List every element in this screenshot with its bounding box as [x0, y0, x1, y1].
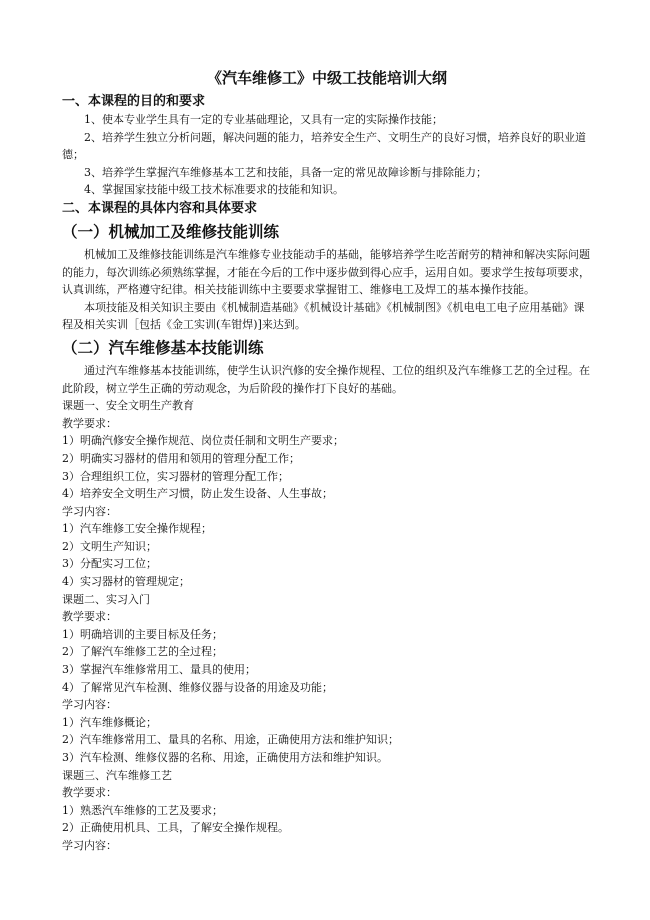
- course-line: 1）明确汽修安全操作规范、岗位责任制和文明生产要求；: [62, 434, 344, 448]
- subsection1-paragraph: 机械加工及维修技能训练是汽车维修专业技能动手的基础，能够培养学生吃苦耐劳的精神和解决实际问题的能力，每次训练必须熟练掌握，才能在今后的工作中逐步做到得心应手，运用自如。要求学生按每项要求，认真训练，严格遵守纪律。相关技能训练中主要要求掌握钳工、维修电工及焊工的基本操作技能。: [62, 247, 590, 297]
- course-line: 1）熟悉汽车维修的工艺及要求；: [62, 803, 223, 817]
- course-line: 3）合理组织工位，实习器材的管理分配工作；: [62, 469, 289, 483]
- course-line: 课题三、汽车维修工艺: [62, 768, 172, 782]
- subsection1-heading: （一）机械加工及维修技能训练: [62, 222, 280, 241]
- course-line: 1）汽车维修工安全操作规程；: [62, 522, 212, 536]
- course-topic-list: [62, 397, 592, 854]
- course-line: 2）汽车维修常用工、量具的名称、用途，正确使用方法和维护知识；: [62, 733, 399, 747]
- course-line: 2）正确使用机具、工具，了解安全操作规程。: [62, 821, 289, 835]
- course-line: 2）明确实习器材的借用和领用的管理分配工作；: [62, 451, 300, 465]
- course-line: 教学要求：: [62, 786, 117, 800]
- course-line: 学习内容：: [62, 838, 117, 852]
- course-line: 教学要求：: [62, 416, 117, 430]
- course-line: 4）实习器材的管理规定；: [62, 575, 190, 589]
- course-line: 学习内容：: [62, 504, 117, 518]
- course-line: 2）文明生产知识；: [62, 539, 157, 553]
- subsection2-heading: （二）汽车维修基本技能训练: [62, 338, 264, 357]
- course-line: 3）分配实习工位；: [62, 557, 157, 571]
- subsection2-intro: 通过汽车维修基本技能训练，使学生认识汽修的安全操作规程、工位的组织及汽车维修工艺的全过程。在此阶段，树立学生正确的劳动观念，为后阶段的操作打下良好的基础。: [62, 363, 590, 395]
- goal-item: 4、掌握国家技能中级工技术标准要求的技能和知识。: [84, 183, 344, 197]
- course-line: 学习内容：: [62, 698, 117, 712]
- course-line: 3）汽车检测、维修仪器的名称、用途，正确使用方法和维护知识。: [62, 751, 388, 764]
- course-line: 教学要求：: [62, 610, 117, 624]
- document-title: 《汽车维修工》中级工技能培训大纲: [206, 69, 447, 87]
- goal-item: 1、使本专业学生具有一定的专业基础理论，又具有一定的实际操作技能；: [84, 113, 443, 126]
- course-line: 2）了解汽车维修工艺的全过程；: [62, 645, 223, 659]
- course-line: 课题二、实习入门: [62, 592, 150, 606]
- subsection1-paragraph: 本项技能及相关知识主要由《机械制造基础》《机械设计基础》《机械制图》《机电电工电子应用基础》课程及相关实训［包括《金工实训(车钳焊)]来达到。: [62, 300, 585, 332]
- course-line: 1）汽车维修概论；: [62, 715, 157, 729]
- course-line: 4）了解常见汽车检测、维修仪器与设备的用途及功能；: [62, 680, 333, 694]
- goal-item: 3、培养学生掌握汽车维修基本工艺和技能，具备一定的常见故障诊断与排除能力；: [84, 165, 487, 179]
- course-line: 1）明确培训的主要目标及任务；: [62, 627, 223, 641]
- course-line: 课题一、安全文明生产教育: [62, 399, 194, 413]
- section1-heading: 一、本课程的目的和要求: [62, 94, 206, 109]
- section2-heading: 二、本课程的具体内容和具体要求: [62, 200, 258, 216]
- document-page: [62, 66, 592, 855]
- goal-item: 2、培养学生独立分析问题，解决问题的能力，培养安全生产、文明生产的良好习惯，培养良好的职业道德；: [62, 130, 586, 162]
- course-line: 4）培养安全文明生产习惯，防止发生设备、人生事故；: [62, 487, 333, 501]
- course-line: 3）掌握汽车维修常用工、量具的使用；: [62, 663, 256, 677]
